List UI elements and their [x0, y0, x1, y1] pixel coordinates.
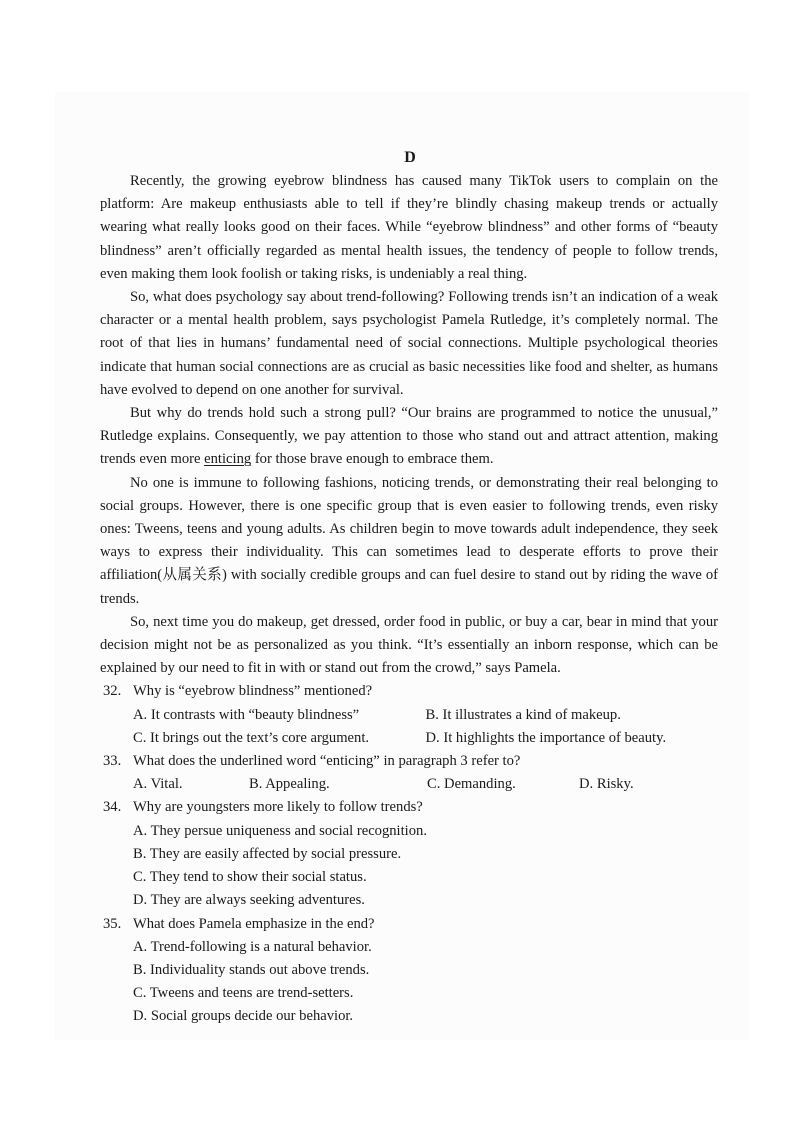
question-text: Why is “eyebrow blindness” mentioned? — [133, 683, 373, 700]
option-d[interactable]: D. Social groups decide our behavior. — [133, 1008, 354, 1025]
question-number: 32. — [103, 683, 122, 700]
question-text: Why are youngsters more likely to follow trends? — [133, 799, 423, 816]
reading-section — [100, 146, 718, 1029]
question-text: What does Pamela emphasize in the end? — [133, 915, 375, 932]
option-a[interactable]: A. Vital. — [133, 776, 183, 793]
question-text: What does the underlined word “enticing” in paragraph 3 refer to? — [133, 753, 521, 770]
option-b[interactable]: B. Individuality stands out above trends. — [133, 961, 370, 978]
question-number: 33. — [103, 753, 122, 770]
option-c[interactable]: C. Tweens and teens are trend-setters. — [133, 985, 354, 1002]
question-33 — [100, 750, 718, 773]
option-a[interactable]: A. Trend-following is a natural behavior. — [133, 938, 372, 955]
option-b[interactable]: B. It illustrates a kind of makeup. — [425, 706, 621, 723]
question-33-options — [100, 773, 718, 796]
passage-paragraph-1: Recently, the growing eyebrow blindness has caused many TikTok users to complain on the platform: Are makeup enthusiasts able to tell if they’re blindly chasing makeup trends or actually wearing what really looks good on their faces. While “eyebrow blindness” and other forms of “beauty blindness” aren’t officially regarded as mental health issues, the tendency of people to follow trends, even making them look foolish or taking risks, is undeniably a real thing. — [100, 173, 718, 282]
option-a[interactable]: A. They persue uniqueness and social recognition. — [133, 822, 427, 839]
option-b[interactable]: B. They are easily affected by social pressure. — [133, 845, 402, 862]
question-number: 35. — [103, 915, 122, 932]
passage-paragraph-5: So, next time you do makeup, get dressed, order food in public, or buy a car, bear in mind that your decision might not be as personalized as you think. “It’s essentially an inborn response, which can be explained by our need to fit in with or stand out from the crowd,” says Pamela. — [100, 613, 718, 677]
passage-paragraph-3 — [100, 402, 718, 472]
option-b[interactable]: B. Appealing. — [249, 776, 330, 793]
option-d[interactable]: D. They are always seeking adventures. — [133, 892, 365, 909]
question-35 — [100, 913, 718, 936]
option-a[interactable]: A. It contrasts with “beauty blindness” — [133, 706, 360, 723]
paragraph-3-text-start: But why do trends hold such a strong pull? “Our brains are programmed to notice the unusual,” Rutledge explains. Consequently, we pay attention to those who stand out and attract attention, making trends even more — [100, 405, 718, 468]
section-heading: D — [404, 149, 416, 166]
option-c[interactable]: C. It brings out the text’s core argument. — [133, 729, 370, 746]
paragraph-3-text-end: for those brave enough to embrace them. — [251, 451, 494, 468]
option-c[interactable]: C. Demanding. — [427, 776, 516, 793]
passage-paragraph-2: So, what does psychology say about trend-following? Following trends isn’t an indication of a weak character or a mental health problem, says psychologist Pamela Rutledge, it’s completely normal. The root of that lies in humans’ fundamental need of social connections. Multiple psychological theories indicate that human social connections are as crucial as basic necessities like food and shelter, as humans have evolved to depend on one another for survival. — [100, 289, 718, 398]
question-34-options — [100, 820, 718, 913]
option-c[interactable]: C. They tend to show their social status. — [133, 869, 367, 886]
question-32-options — [100, 704, 718, 750]
question-34 — [100, 796, 718, 819]
option-d[interactable]: D. It highlights the importance of beauty. — [425, 729, 667, 746]
question-35-options — [100, 936, 718, 1029]
underlined-word: enticing — [204, 451, 252, 468]
option-d[interactable]: D. Risky. — [579, 776, 634, 793]
passage-paragraph-4: No one is immune to following fashions, noticing trends, or demonstrating their real belonging to social groups. However, there is one specific group that is even easier to following trends, even risky ones: Tweens, teens and young adults. As children begin to move towards adult independence, they seek ways to express their individuality. This can sometimes lead to desperate efforts to prove their affiliation(从属关系) with socially credible groups and can fuel desire to stand out by riding the wave of trends. — [100, 474, 718, 607]
question-32 — [100, 680, 718, 703]
question-number: 34. — [103, 799, 122, 816]
